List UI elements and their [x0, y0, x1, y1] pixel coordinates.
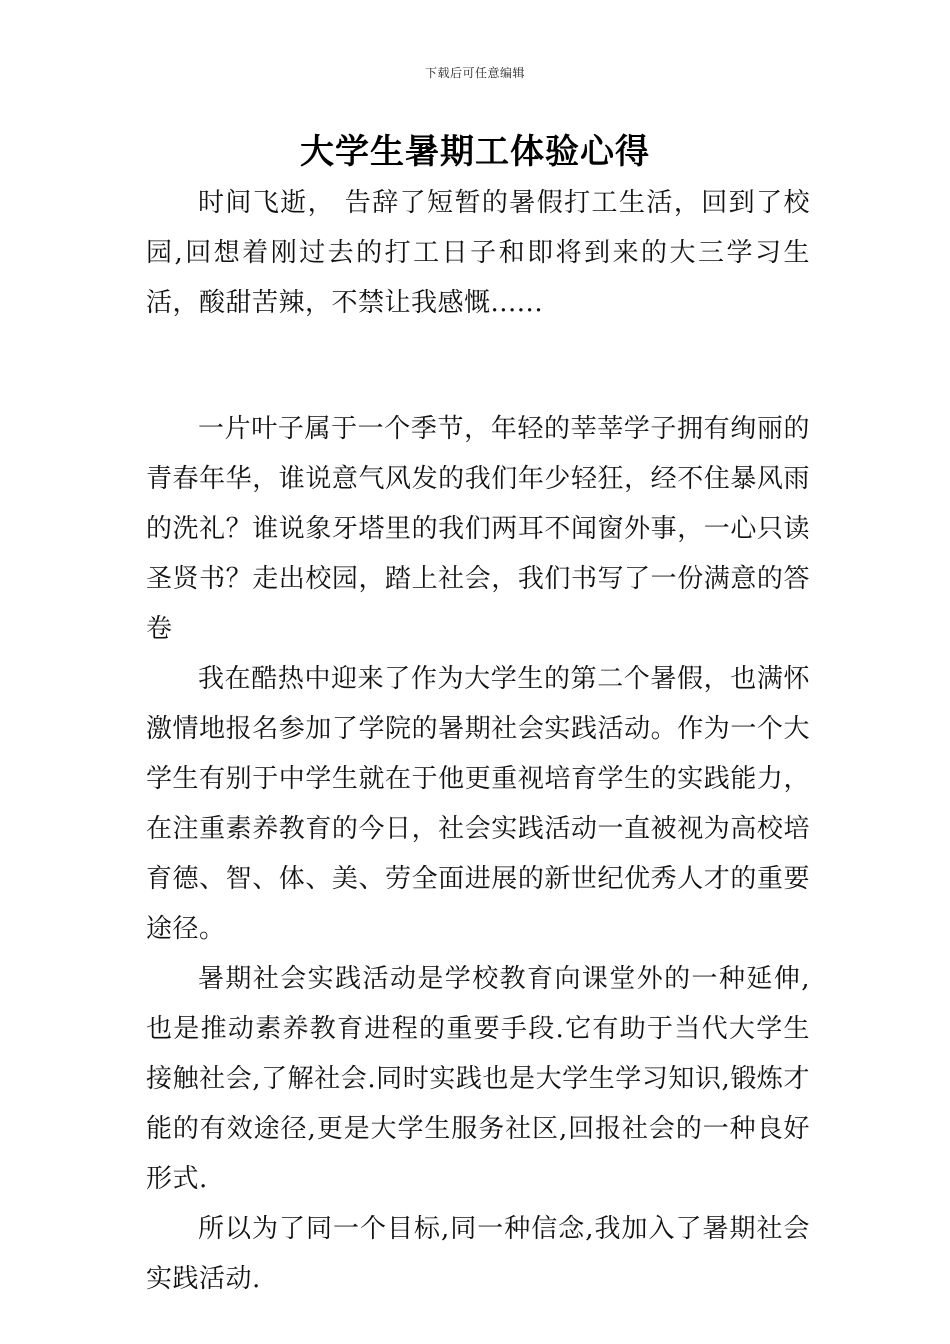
document-title: 大学生暑期工体验心得	[300, 132, 650, 172]
paragraph-gap	[146, 328, 810, 404]
header-note: 下载后可任意编辑	[424, 66, 525, 80]
paragraph-joining: 所以为了同一个目标,同一种信念,我加入了暑期社会实践活动.	[146, 1214, 810, 1294]
paragraph-summer-practice: 我在酷热中迎来了作为大学生的第二个暑假，也满怀激情地报名参加了学院的暑期社会实践活动。作为一个大学生有别于中学生就在于他更重视培育学生的实践能力，在注重素养教育的今日，社会实践活动一直被视为高校培育德、智、体、美、劳全面进展的新世纪优秀人才的重要途径。	[146, 664, 810, 944]
paragraph-intro: 时间飞逝， 告辞了短暂的暑假打工生活，回到了校园,回想着刚过去的打工日子和即将到来的大三学习生活，酸甜苦辣，不禁让我感慨......	[146, 188, 810, 318]
document-body	[146, 178, 810, 1304]
paragraph-leaf: 一片叶子属于一个季节，年轻的莘莘学子拥有绚丽的青春年华，谁说意气风发的我们年少轻狂，经不住暴风雨的洗礼？谁说象牙塔里的我们两耳不闻窗外事，一心只读圣贤书？走出校园，踏上社会，我们书写了一份满意的答卷	[146, 414, 810, 644]
paragraph-practice-meaning: 暑期社会实践活动是学校教育向课堂外的一种延伸,也是推动素养教育进程的重要手段.它有助于当代大学生接触社会,了解社会.同时实践也是大学生学习知识,锻炼才能的有效途径,更是大学生服务社区,回报社会的一种良好形式.	[146, 964, 810, 1194]
